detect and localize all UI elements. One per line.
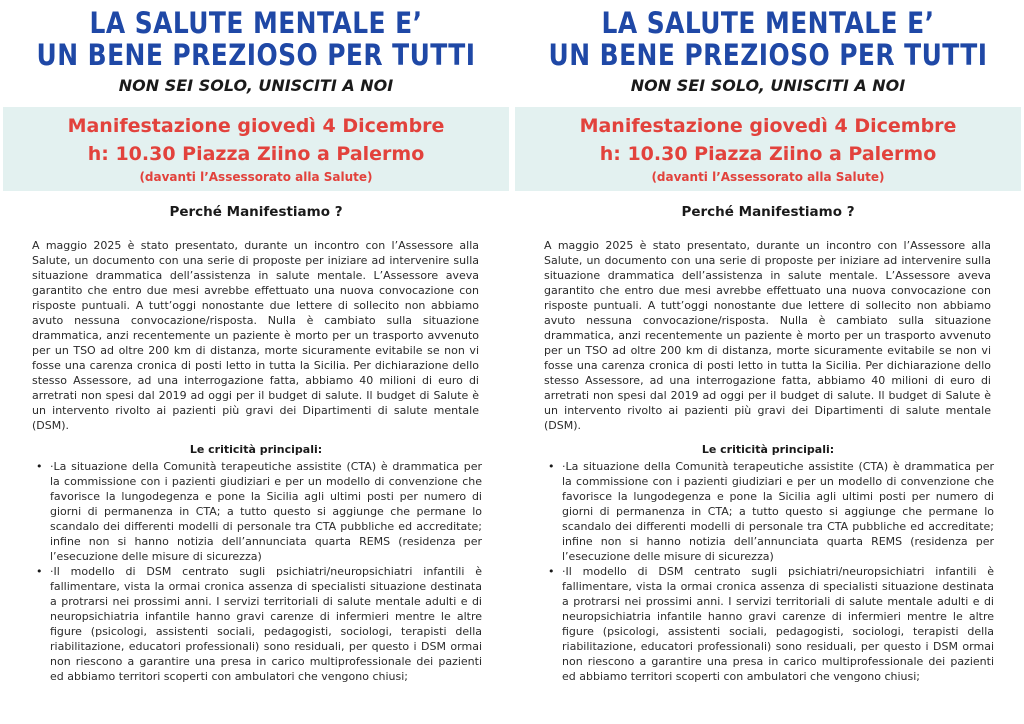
bullet-icon: •	[36, 565, 43, 578]
list-item-text: ·Il modello di DSM centrato sugli psichiatri/neuropsichiatri infantili è fallimentare, vista la ormai cronica assenza di specialisti situazione destinata a protrarsi nei prossimi anni. I servizi territoriali di salute mentale adulti e di neuropsichiatria infantile hanno gravi carenze di infermieri mentre le altre figure (psicologi, assistenti sociali, pedagogisti, sociologi, terapisti della riabilitazione, educatori professionali) sono residuali, per questo i DSM ormai non riescono a garantire una presa in carico multiprofessionale dei pazienti ed abbiamo territori scoperti con ambulatori che vengono chiusi;	[50, 565, 482, 683]
event-location-note: (davanti l’Assessorato alla Salute)	[139, 170, 373, 184]
list-item-text: ·La situazione della Comunità terapeutiche assistite (CTA) è drammatica per la commissione con i pazienti giudiziari e per un modello di convenzione che favorisce la lungodegenza e pone la Sicilia agli ultimi posti per numero di giorni di permanenza in CTA; a tutto questo si aggiunge che permane lo scandalo dei differenti modelli di personale tra CTA pubbliche ed accreditate; infine non si hanno notizia dell’annunciata quarta REMS (residenza per l’esecuzione delle misure di sicurezza)	[50, 460, 482, 563]
criticita-title: Le criticità principali:	[189, 443, 323, 456]
bullet-icon: •	[548, 565, 555, 578]
section-title: Perché Manifestiamo ?	[169, 204, 343, 220]
event-banner	[3, 107, 509, 191]
list-item	[544, 459, 994, 564]
list-item	[544, 564, 994, 684]
criticita-title: Le criticità principali:	[701, 443, 835, 456]
body-text: A maggio 2025 è stato presentato, durante un incontro con l’Assessore alla Salute, un documento con una serie di proposte per iniziare ad intervenire sulla situazione drammatica dell’assistenza in salute mentale. L’Assessore aveva garantito che entro due mesi avrebbe effettuato una nuova convocazione con risposte puntuali. A tutt’oggi nonostante due lettere di sollecito non abbiamo avuto nessuna convocazione/risposta. Nulla è cambiato sulla situazione drammatica, anzi recentemente un paziente è morto per un trasporto avvenuto per un TSO ad oltre 200 km di distanza, morte sicuramente evitabile se non vi fosse una carenza cronica di posti letto in tutta la Sicilia. Per dichiarazione dello stesso Assessore, ad una interrogazione fatta, abbiamo 40 milioni di euro di arretrati non spesi dal 2019 ad oggi per il budget di salute. Il budget di Salute è un intervento rivolto ai pazienti più gravi dei Dipartimenti di salute mentale (DSM).	[32, 239, 479, 432]
section-title: Perché Manifestiamo ?	[681, 204, 855, 220]
list-item-text: ·La situazione della Comunità terapeutiche assistite (CTA) è drammatica per la commissione con i pazienti giudiziari e per un modello di convenzione che favorisce la lungodegenza e pone la Sicilia agli ultimi posti per numero di giorni di permanenza in CTA; a tutto questo si aggiunge che permane lo scandalo dei differenti modelli di personale tra CTA pubbliche ed accreditate; infine non si hanno notizia dell’annunciata quarta REMS (residenza per l’esecuzione delle misure di sicurezza)	[562, 460, 994, 563]
event-time-place: h: 10.30 Piazza Ziino a Palermo	[599, 143, 937, 165]
title-line-2: UN BENE PREZIOSO PER TUTTI	[36, 38, 476, 72]
list-item-text: ·Il modello di DSM centrato sugli psichiatri/neuropsichiatri infantili è fallimentare, vista la ormai cronica assenza di specialisti situazione destinata a protrarsi nei prossimi anni. I servizi territoriali di salute mentale adulti e di neuropsichiatria infantile hanno gravi carenze di infermieri mentre le altre figure (psicologi, assistenti sociali, pedagogisti, sociologi, terapisti della riabilitazione, educatori professionali) sono residuali, per questo i DSM ormai non riescono a garantire una presa in carico multiprofessionale dei pazienti ed abbiamo territori scoperti con ambulatori che vengono chiusi;	[562, 565, 994, 683]
event-date: Manifestazione giovedì 4 Dicembre	[579, 115, 957, 137]
criticita-list	[32, 459, 482, 684]
event-time-place: h: 10.30 Piazza Ziino a Palermo	[87, 143, 425, 165]
bullet-icon: •	[36, 460, 43, 473]
subtitle: NON SEI SOLO, UNISCITI A NOI	[630, 76, 906, 95]
title-line-1: LA SALUTE MENTALE E’	[89, 6, 423, 40]
title-line-1: LA SALUTE MENTALE E’	[601, 6, 935, 40]
criticita-list	[544, 459, 994, 684]
event-location-note: (davanti l’Assessorato alla Salute)	[651, 170, 885, 184]
subtitle: NON SEI SOLO, UNISCITI A NOI	[118, 76, 394, 95]
body-text: A maggio 2025 è stato presentato, durante un incontro con l’Assessore alla Salute, un documento con una serie di proposte per iniziare ad intervenire sulla situazione drammatica dell’assistenza in salute mentale. L’Assessore aveva garantito che entro due mesi avrebbe effettuato una nuova convocazione con risposte puntuali. A tutt’oggi nonostante due lettere di sollecito non abbiamo avuto nessuna convocazione/risposta. Nulla è cambiato sulla situazione drammatica, anzi recentemente un paziente è morto per un trasporto avvenuto per un TSO ad oltre 200 km di distanza, morte sicuramente evitabile se non vi fosse una carenza cronica di posti letto in tutta la Sicilia. Per dichiarazione dello stesso Assessore, ad una interrogazione fatta, abbiamo 40 milioni di euro di arretrati non spesi dal 2019 ad oggi per il budget di salute. Il budget di Salute è un intervento rivolto ai pazienti più gravi dei Dipartimenti di salute mentale (DSM).	[544, 239, 991, 432]
list-item	[32, 459, 482, 564]
list-item	[32, 564, 482, 684]
flyer-right	[512, 0, 1024, 724]
event-date: Manifestazione giovedì 4 Dicembre	[67, 115, 445, 137]
title-line-2: UN BENE PREZIOSO PER TUTTI	[548, 38, 988, 72]
event-banner	[515, 107, 1021, 191]
bullet-icon: •	[548, 460, 555, 473]
